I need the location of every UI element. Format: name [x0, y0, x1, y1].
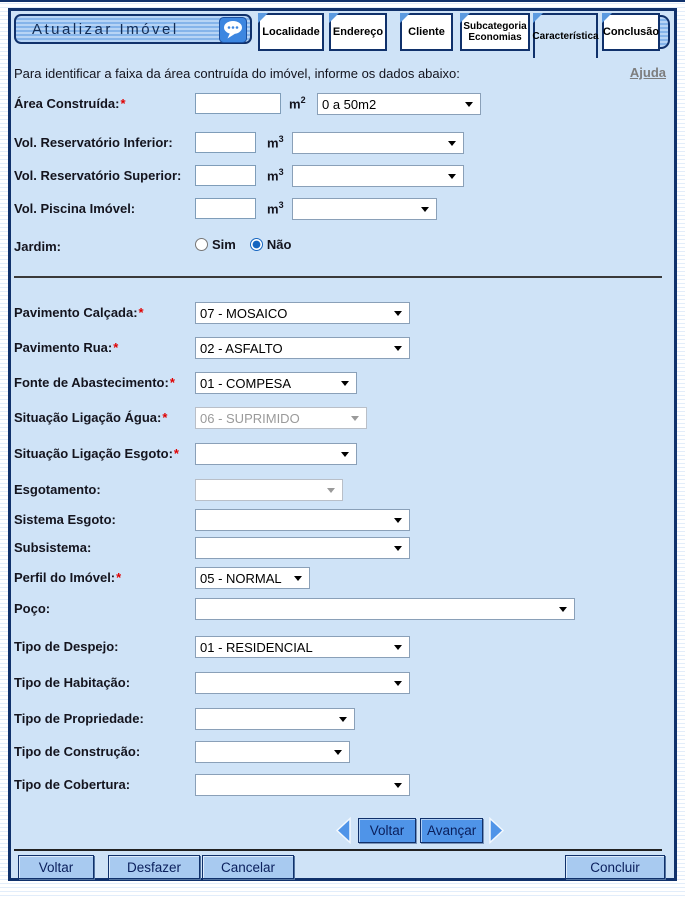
perfil-imovel-select[interactable]: 05 - NORMAL [195, 567, 310, 589]
tipo-cobertura-label: Tipo de Cobertura: [14, 777, 131, 792]
subsistema-select[interactable] [195, 537, 410, 559]
tab-endereco-label: Endereço [332, 26, 384, 38]
tipo-cobertura-select[interactable] [195, 774, 410, 796]
tipo-construcao-select[interactable] [195, 741, 350, 763]
field-row-tipo-despejo [11, 636, 674, 660]
vol-reservatorio-inferior-label: Vol. Reservatório Inferior: [14, 135, 173, 150]
tipo-despejo-label: Tipo de Despejo: [14, 639, 119, 654]
intro-text: Para identificar a faixa da área contruída do imóvel, informe os dados abaixo: [14, 66, 460, 81]
vol-piscina-faixa-select[interactable] [292, 198, 437, 220]
nav-arrow-right-icon[interactable] [489, 817, 505, 844]
perfil-imovel-label: Perfil do Imóvel:* [14, 570, 122, 585]
field-row-tipo-cobertura [11, 774, 674, 798]
area-construida-unit-label: $m^2$ [289, 95, 306, 112]
tipo-habitacao-select[interactable] [195, 672, 410, 694]
field-row-vol-piscina [11, 198, 674, 222]
jardim-nao-label: Não [266, 237, 292, 252]
field-row-fonte-abastecimento [11, 372, 674, 396]
jardim-sim-option[interactable] [195, 237, 236, 252]
vol-piscina-label: Vol. Piscina Imóvel: [14, 201, 136, 216]
poco-select[interactable] [195, 598, 575, 620]
tab-caracteristica[interactable] [533, 13, 598, 58]
required-marker: * [138, 305, 144, 320]
tab-localidade[interactable] [258, 13, 324, 51]
field-row-vol-reservatorio-inferior [11, 132, 674, 156]
required-marker: * [116, 570, 122, 585]
required-marker: * [169, 375, 175, 390]
jardim-radio-group [195, 237, 291, 252]
tipo-habitacao-label: Tipo de Habitação: [14, 675, 131, 690]
field-row-perfil-imovel [11, 567, 674, 591]
field-row-tipo-propriedade [11, 708, 674, 732]
field-row-situacao-ligacao-esgoto [11, 443, 674, 467]
tab-cliente[interactable] [400, 13, 453, 51]
vol-reservatorio-superior-label: Vol. Reservatório Superior: [14, 168, 182, 183]
field-row-pavimento-rua [11, 337, 674, 361]
window-title-bar [14, 14, 252, 44]
page-title: Atualizar Imóvel [32, 20, 179, 38]
jardim-nao-option[interactable] [250, 237, 292, 252]
required-marker: * [162, 410, 168, 425]
page-top-border [0, 0, 685, 2]
area-construida-faixa-select[interactable]: 0 a 50m2 [317, 93, 481, 115]
required-marker: * [113, 340, 119, 355]
area-construida-input[interactable] [195, 93, 281, 114]
tipo-propriedade-select[interactable] [195, 708, 355, 730]
field-row-sistema-esgoto [11, 509, 674, 533]
field-row-poco [11, 598, 674, 622]
tab-caracteristica-label: Característica [532, 31, 599, 42]
poco-label: Poço: [14, 601, 51, 616]
required-marker: * [120, 96, 126, 111]
situacao-ligacao-esgoto-label: Situação Ligação Esgoto:* [14, 446, 179, 461]
tab-conclusao[interactable] [602, 13, 660, 51]
tab-cliente-label: Cliente [408, 26, 445, 38]
vol-reservatorio-superior-input[interactable] [195, 165, 256, 186]
esgotamento-label: Esgotamento: [14, 482, 101, 497]
jardim-label: Jardim: [14, 239, 61, 254]
nav-arrow-left-icon[interactable] [335, 817, 351, 844]
tab-strip-endcap [660, 15, 670, 49]
footer-voltar-button[interactable]: Voltar [18, 855, 94, 879]
field-row-area-construida [11, 93, 674, 117]
esgotamento-select [195, 479, 343, 501]
footer-button-row [11, 855, 674, 881]
tab-localidade-label: Localidade [262, 26, 320, 38]
subsistema-label: Subsistema: [14, 540, 92, 555]
vol-reservatorio-superior-faixa-select[interactable] [292, 165, 464, 187]
jardim-sim-radio[interactable] [195, 238, 208, 251]
footer-desfazer-button[interactable]: Desfazer [108, 855, 200, 879]
vol-piscina-input[interactable] [195, 198, 256, 219]
tipo-despejo-select[interactable]: 01 - RESIDENCIAL [195, 636, 410, 658]
vol-piscina-unit-label: $m^3$ [267, 200, 284, 217]
situacao-ligacao-agua-label: Situação Ligação Água:* [14, 410, 168, 425]
footer-divider [14, 849, 662, 851]
field-row-esgotamento [11, 479, 674, 503]
situacao-ligacao-esgoto-select[interactable] [195, 443, 357, 465]
area-construida-label: Área Construída:* [14, 96, 126, 111]
ajuda-link[interactable]: Ajuda [629, 65, 666, 80]
field-row-pavimento-calcada [11, 302, 674, 326]
fonte-abastecimento-label: Fonte de Abastecimento:* [14, 375, 175, 390]
atualizar-imovel-panel [8, 8, 677, 881]
chat-icon[interactable] [219, 17, 247, 43]
footer-cancelar-button[interactable]: Cancelar [202, 855, 294, 879]
pavimento-calcada-select[interactable]: 07 - MOSAICO [195, 302, 410, 324]
field-row-situacao-ligacao-agua [11, 407, 674, 431]
tab-endereco[interactable] [329, 13, 387, 51]
field-row-jardim [11, 236, 674, 260]
jardim-nao-radio[interactable] [250, 238, 263, 251]
section-divider [14, 276, 662, 278]
nav-avancar-button[interactable]: Avançar [420, 818, 483, 843]
vol-reservatorio-inferior-input[interactable] [195, 132, 256, 153]
field-row-tipo-construcao [11, 741, 674, 765]
tab-conclusao-label: Conclusão [602, 26, 660, 38]
tab-subcategoria-economias-label: Subcategoria Economias [463, 21, 527, 43]
situacao-ligacao-agua-select: 06 - SUPRIMIDO [195, 407, 367, 429]
field-row-subsistema [11, 537, 674, 561]
nav-voltar-button[interactable]: Voltar [358, 818, 416, 843]
sistema-esgoto-select[interactable] [195, 509, 410, 531]
vol-reservatorio-superior-unit-label: $m^3$ [267, 167, 284, 184]
jardim-sim-label: Sim [212, 237, 236, 252]
pavimento-rua-select[interactable]: 02 - ASFALTO [195, 337, 410, 359]
sistema-esgoto-label: Sistema Esgoto: [14, 512, 116, 527]
pavimento-calcada-label: Pavimento Calçada:* [14, 305, 144, 320]
vol-reservatorio-inferior-faixa-select[interactable] [292, 132, 464, 154]
wizard-nav-row [11, 818, 674, 845]
vol-reservatorio-inferior-unit-label: $m^3$ [267, 134, 284, 151]
field-row-tipo-habitacao [11, 672, 674, 696]
tab-subcategoria-economias[interactable] [460, 13, 530, 51]
tipo-construcao-label: Tipo de Construção: [14, 744, 141, 759]
tipo-propriedade-label: Tipo de Propriedade: [14, 711, 144, 726]
field-row-vol-reservatorio-superior [11, 165, 674, 189]
footer-concluir-button[interactable]: Concluir [565, 855, 665, 879]
fonte-abastecimento-select[interactable]: 01 - COMPESA [195, 372, 357, 394]
required-marker: * [173, 446, 179, 461]
pavimento-rua-label: Pavimento Rua:* [14, 340, 119, 355]
